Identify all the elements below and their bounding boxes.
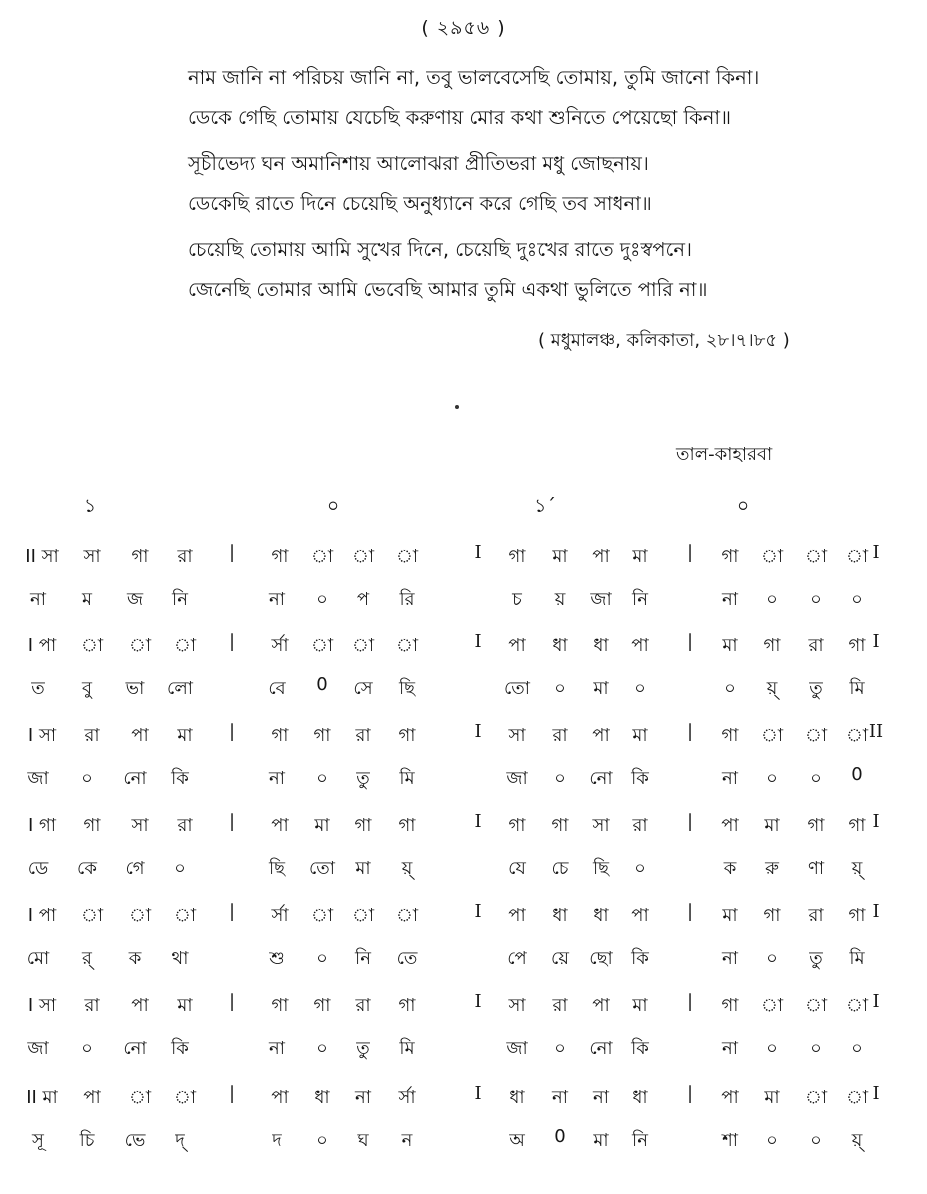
swara-note: া [804, 725, 828, 746]
swara-note: গা [807, 815, 825, 836]
swara-note: গা [551, 815, 569, 836]
lyric-syllable: তো [308, 858, 336, 879]
lyric-syllable: নি [172, 589, 188, 610]
lyric-syllable: না [722, 948, 738, 969]
swara-note: গা [508, 546, 526, 567]
swara-note: া [351, 546, 375, 567]
swara-note: না [355, 1087, 371, 1108]
lyric-syllable: বু [81, 678, 93, 699]
lyric-syllable: য়্ [401, 858, 413, 879]
lyric-syllable: ০ [174, 858, 186, 879]
swara-note: গা [313, 995, 331, 1016]
attribution: ( মধুমালঞ্চ, কলিকাতা, ২৮।৭।৮৫ ) [538, 330, 790, 351]
lyric-syllable: ০ [766, 948, 778, 969]
swara-note: মা [722, 635, 738, 656]
bar-line: | [228, 631, 236, 652]
lyric-syllable: ০ [316, 1130, 328, 1151]
lyric-syllable: দ [272, 1130, 282, 1151]
swara-note: মা [722, 905, 738, 926]
bar-line: | [228, 991, 236, 1012]
bar-line: I [872, 631, 880, 652]
lyric-syllable: ০ [316, 768, 328, 789]
lyric-syllable: ম [82, 589, 92, 610]
swara-note: া [760, 995, 784, 1016]
swara-note: মা [632, 995, 648, 1016]
lyric-syllable: জ [126, 589, 144, 610]
lyric-syllable: ০ [766, 1038, 778, 1059]
lyric-syllable: তু [356, 1038, 370, 1059]
lyric-syllable: জা [506, 768, 528, 789]
lyric-syllable: না [722, 589, 738, 610]
swara-note: ধা [552, 635, 568, 656]
swara-note: রা [84, 725, 100, 746]
lyric-syllable: তো [503, 678, 531, 699]
lyric-syllable: ভা [125, 678, 145, 699]
lyric-syllable: ০ [766, 768, 778, 789]
swara-note: র্সা [398, 1087, 416, 1108]
lyric-line: সূচীভেদ্য ঘন অমানিশায় আলোঝরা প্রীতিভরা মধু জোছনায়। [188, 152, 649, 175]
swara-note: া [310, 546, 334, 567]
bar-line: | [686, 631, 694, 652]
swara-note: মা [764, 1087, 780, 1108]
bar-line: | [686, 901, 694, 922]
bar-line: I [474, 811, 482, 832]
swara-note: গা [763, 635, 781, 656]
page-number: ( ২৯৫৬ ) [421, 17, 506, 39]
bar-line: | [228, 542, 236, 563]
swara-note: পা [631, 905, 649, 926]
beat-marker: ০ [736, 495, 750, 517]
lyric-syllable: মি [399, 768, 415, 789]
swara-note: সা [592, 815, 610, 836]
lyric-syllable: ০ [81, 768, 93, 789]
lyric-syllable: না [269, 768, 285, 789]
swara-note: রা [177, 546, 193, 567]
lyric-syllable: লো [167, 678, 193, 699]
lyric-syllable: দ্ [175, 1130, 185, 1151]
bar-line: I [474, 901, 482, 922]
lyric-syllable: শা [722, 1130, 738, 1151]
swara-note: া [845, 1087, 869, 1108]
lyric-syllable: 0 [554, 1126, 566, 1147]
lyric-syllable: নি [632, 589, 648, 610]
swara-note: পা [131, 725, 149, 746]
swara-note: পা [592, 995, 610, 1016]
bar-line: | [686, 542, 694, 563]
swara-note: া [310, 905, 334, 926]
swara-note: া [80, 635, 104, 656]
lyric-syllable: তু [809, 678, 823, 699]
swara-note: I গা [27, 815, 57, 836]
swara-note: গা [848, 905, 866, 926]
swara-note: মা [314, 815, 330, 836]
lyric-syllable: মি [849, 678, 865, 699]
swara-note: া [128, 905, 152, 926]
swara-note: রা [808, 635, 824, 656]
lyric-syllable: জা [27, 768, 49, 789]
swara-note: সা [508, 995, 526, 1016]
swara-note: ধা [552, 905, 568, 926]
lyric-syllable: প [356, 589, 370, 610]
lyric-syllable: গে [125, 858, 145, 879]
lyric-syllable: ছি [268, 858, 286, 879]
notation-row [0, 899, 927, 989]
lyric-syllable: জা [27, 1038, 49, 1059]
swara-note: গা [848, 815, 866, 836]
swara-note: পা [721, 1087, 739, 1108]
lyric-syllable: ০ [851, 1038, 863, 1059]
swara-note: I পা [27, 905, 57, 926]
lyric-syllable: ০ [851, 589, 863, 610]
swara-note: রা [177, 815, 193, 836]
swara-note: া [80, 905, 104, 926]
lyric-syllable: যে [508, 858, 526, 879]
swara-note: পা [271, 815, 289, 836]
notation-row [0, 719, 927, 809]
swara-note: পা [592, 546, 610, 567]
lyric-syllable: ডে [27, 858, 49, 879]
lyric-syllable: তে [396, 948, 418, 969]
swara-note: গা [271, 546, 289, 567]
swara-note: া [351, 635, 375, 656]
swara-note: II সা [25, 546, 59, 567]
swara-note: া [395, 635, 419, 656]
lyric-syllable: নো [123, 1038, 147, 1059]
swara-note: না [552, 1087, 568, 1108]
bar-line: I [474, 631, 482, 652]
bar-line: | [686, 811, 694, 832]
lyric-syllable: য়্ [851, 858, 863, 879]
swara-note: পা [592, 725, 610, 746]
lyric-syllable: নো [589, 768, 613, 789]
bar-line: I [474, 1083, 482, 1104]
lyric-syllable: 0 [316, 674, 328, 695]
swara-note: সা [83, 546, 101, 567]
swara-note: া [845, 725, 869, 746]
beat-marker: ১´ [534, 495, 556, 517]
lyric-syllable: নি [355, 948, 371, 969]
lyric-syllable: অ [509, 1130, 525, 1151]
lyric-syllable: না [269, 1038, 285, 1059]
swara-note: া [128, 635, 152, 656]
lyric-syllable: কি [171, 768, 189, 789]
lyric-syllable: ত [31, 678, 45, 699]
lyric-syllable: ০ [554, 1038, 566, 1059]
swara-note: র্সা [271, 635, 289, 656]
bar-line: | [228, 811, 236, 832]
lyric-syllable: বে [268, 678, 286, 699]
swara-note: রা [632, 815, 648, 836]
lyric-syllable: মি [399, 1038, 415, 1059]
swara-note: মা [177, 725, 193, 746]
lyric-syllable: ০ [316, 1038, 328, 1059]
swara-note: া [804, 546, 828, 567]
lyric-line: চেয়েছি তোমায় আমি সুখের দিনে, চেয়েছি দুঃখের রাতে দুঃস্বপনে। [188, 238, 693, 261]
lyric-syllable: ০ [766, 589, 778, 610]
lyric-syllable: জা [506, 1038, 528, 1059]
lyric-syllable: ভে [124, 1130, 146, 1151]
swara-note: গা [83, 815, 101, 836]
lyric-syllable: চ [512, 589, 522, 610]
swara-note: না [593, 1087, 609, 1108]
lyric-syllable: ০ [554, 678, 566, 699]
swara-note: ধা [593, 905, 609, 926]
swara-note: া [310, 635, 334, 656]
lyric-line: নাম জানি না পরিচয় জানি না, তবু ভালবেসেছি তোমায়, তুমি জানো কিনা। [188, 66, 760, 89]
notation-row [0, 540, 927, 630]
lyric-syllable: য় [554, 589, 566, 610]
swara-note: া [804, 1087, 828, 1108]
swara-note: পা [271, 1087, 289, 1108]
lyric-syllable: মা [593, 678, 609, 699]
swara-note: ধা [314, 1087, 330, 1108]
bar-line: | [228, 721, 236, 742]
swara-note: ধা [593, 635, 609, 656]
swara-note: I সা [27, 725, 57, 746]
notation-row [0, 809, 927, 899]
lyric-syllable: ০ [810, 1038, 822, 1059]
swara-note: গা [131, 546, 149, 567]
swara-note: রা [355, 995, 371, 1016]
beat-marker: ১ [83, 495, 97, 517]
swara-note: রা [84, 995, 100, 1016]
lyric-syllable: ০ [810, 1130, 822, 1151]
swara-note: রা [808, 905, 824, 926]
swara-note: া [128, 1087, 152, 1108]
lyric-syllable: ০ [766, 1130, 778, 1151]
swara-note: রা [355, 725, 371, 746]
lyric-syllable: ক [128, 948, 142, 969]
taal-label: তাল-কাহারবা [676, 444, 773, 465]
swara-note: গা [398, 725, 416, 746]
lyric-syllable: কে [77, 858, 97, 879]
swara-note: I পা [27, 635, 57, 656]
swara-note: পা [508, 905, 526, 926]
lyric-syllable: কি [631, 948, 649, 969]
lyric-syllable: নো [589, 1038, 613, 1059]
swara-note: গা [848, 635, 866, 656]
swara-note: গা [721, 995, 739, 1016]
swara-note: গা [721, 546, 739, 567]
bar-line: | [228, 1083, 236, 1104]
lyric-line: ডেকেছি রাতে দিনে চেয়েছি অনুধ্যানে করে গেছি তব সাধনা॥ [188, 192, 652, 215]
swara-note: রা [552, 995, 568, 1016]
lyric-syllable: রু [765, 858, 779, 879]
swara-note: র্সা [271, 905, 289, 926]
lyric-syllable: কি [171, 1038, 189, 1059]
swara-note: মা [632, 546, 648, 567]
lyric-syllable: তু [809, 948, 823, 969]
lyric-syllable: শু [269, 948, 285, 969]
swara-note: পা [131, 995, 149, 1016]
bar-line: I [474, 721, 482, 742]
bar-line: I [872, 1083, 880, 1104]
swara-note: া [760, 725, 784, 746]
swara-note: ধা [632, 1087, 648, 1108]
lyric-syllable: ০ [810, 768, 822, 789]
lyric-syllable: জা [590, 589, 612, 610]
swara-note: া [760, 546, 784, 567]
bar-line: I [872, 991, 880, 1012]
lyric-syllable: ছি [592, 858, 610, 879]
lyric-syllable: 0 [851, 764, 863, 785]
bar-line: | [686, 721, 694, 742]
lyric-syllable: পে [507, 948, 527, 969]
lyric-syllable: ০ [810, 589, 822, 610]
swara-note: া [173, 635, 197, 656]
lyric-syllable: য়ে [551, 948, 569, 969]
swara-note: I সা [27, 995, 57, 1016]
bar-line: I [872, 811, 880, 832]
swara-note: গা [313, 725, 331, 746]
lyric-syllable: ণা [807, 858, 825, 879]
lyric-syllable: না [269, 589, 285, 610]
lyric-syllable: ক [723, 858, 737, 879]
lyric-syllable: মো [26, 948, 50, 969]
lyric-syllable: ০ [724, 678, 736, 699]
lyric-syllable: য়্ [766, 678, 778, 699]
swara-note: গা [508, 815, 526, 836]
lyric-syllable: ০ [634, 678, 646, 699]
swara-note: গা [271, 725, 289, 746]
lyric-syllable: ০ [316, 948, 328, 969]
lyric-syllable: না [722, 768, 738, 789]
bar-line: | [686, 1083, 694, 1104]
lyric-syllable: কি [631, 1038, 649, 1059]
lyric-line: ডেকে গেছি তোমায় যেচেছি করুণায় মোর কথা শুনিতে পেয়েছো কিনা॥ [188, 106, 732, 129]
swara-note: া [395, 905, 419, 926]
bar-line: I [872, 901, 880, 922]
bar-line: I [474, 991, 482, 1012]
bar-line: I [872, 542, 880, 563]
swara-note: পা [721, 815, 739, 836]
swara-note: া [804, 995, 828, 1016]
notation-row [0, 1081, 927, 1171]
lyric-syllable: সূ [32, 1130, 44, 1151]
lyric-syllable: ০ [554, 768, 566, 789]
lyric-syllable: রি [399, 589, 415, 610]
swara-note: া [845, 546, 869, 567]
lyric-syllable: কি [631, 768, 649, 789]
lyric-syllable: মি [849, 948, 865, 969]
swara-note: রা [552, 725, 568, 746]
lyric-syllable: ০ [634, 858, 646, 879]
swara-note: গা [398, 995, 416, 1016]
lyric-syllable: ছি [398, 678, 416, 699]
stray-mark [455, 405, 459, 409]
swara-note: া [845, 995, 869, 1016]
lyric-syllable: মা [593, 1130, 609, 1151]
lyric-syllable: মা [355, 858, 371, 879]
swara-note: II মা [26, 1087, 58, 1108]
lyric-syllable: থা [171, 948, 189, 969]
lyric-syllable: ০ [316, 589, 328, 610]
lyric-syllable: ছো [589, 948, 613, 969]
lyric-syllable: ০ [81, 1038, 93, 1059]
swara-note: সা [131, 815, 149, 836]
swara-note: পা [508, 635, 526, 656]
swara-note: া [173, 905, 197, 926]
lyric-syllable: চি [79, 1130, 95, 1151]
lyric-syllable: র্ [82, 948, 92, 969]
bar-line: II [868, 721, 884, 742]
bar-line: | [686, 991, 694, 1012]
swara-note: মা [632, 725, 648, 746]
lyric-syllable: চে [551, 858, 569, 879]
lyric-syllable: য়্ [851, 1130, 863, 1151]
swara-note: ধা [509, 1087, 525, 1108]
bar-line: | [228, 901, 236, 922]
beat-marker: ০ [326, 495, 340, 517]
swara-note: গা [763, 905, 781, 926]
lyric-syllable: ঘ [357, 1130, 369, 1151]
lyric-line: জেনেছি তোমার আমি ভেবেছি আমার তুমি একথা ভুলিতে পারি না॥ [188, 278, 708, 301]
notation-row [0, 989, 927, 1079]
swara-note: পা [631, 635, 649, 656]
lyric-syllable: সে [353, 678, 373, 699]
bar-line: I [474, 542, 482, 563]
swara-note: গা [354, 815, 372, 836]
lyric-syllable: তু [356, 768, 370, 789]
swara-note: গা [398, 815, 416, 836]
swara-note: া [173, 1087, 197, 1108]
lyric-syllable: নি [632, 1130, 648, 1151]
lyric-syllable: না [30, 589, 46, 610]
lyric-syllable: নো [123, 768, 147, 789]
swara-note: া [351, 905, 375, 926]
swara-note: মা [177, 995, 193, 1016]
lyric-syllable: ন [401, 1130, 413, 1151]
swara-note: গা [271, 995, 289, 1016]
swara-note: মা [552, 546, 568, 567]
swara-note: সা [508, 725, 526, 746]
lyric-syllable: না [722, 1038, 738, 1059]
swara-note: গা [721, 725, 739, 746]
swara-note: মা [764, 815, 780, 836]
swara-note: পা [83, 1087, 101, 1108]
notation-row [0, 629, 927, 719]
swara-note: া [395, 546, 419, 567]
